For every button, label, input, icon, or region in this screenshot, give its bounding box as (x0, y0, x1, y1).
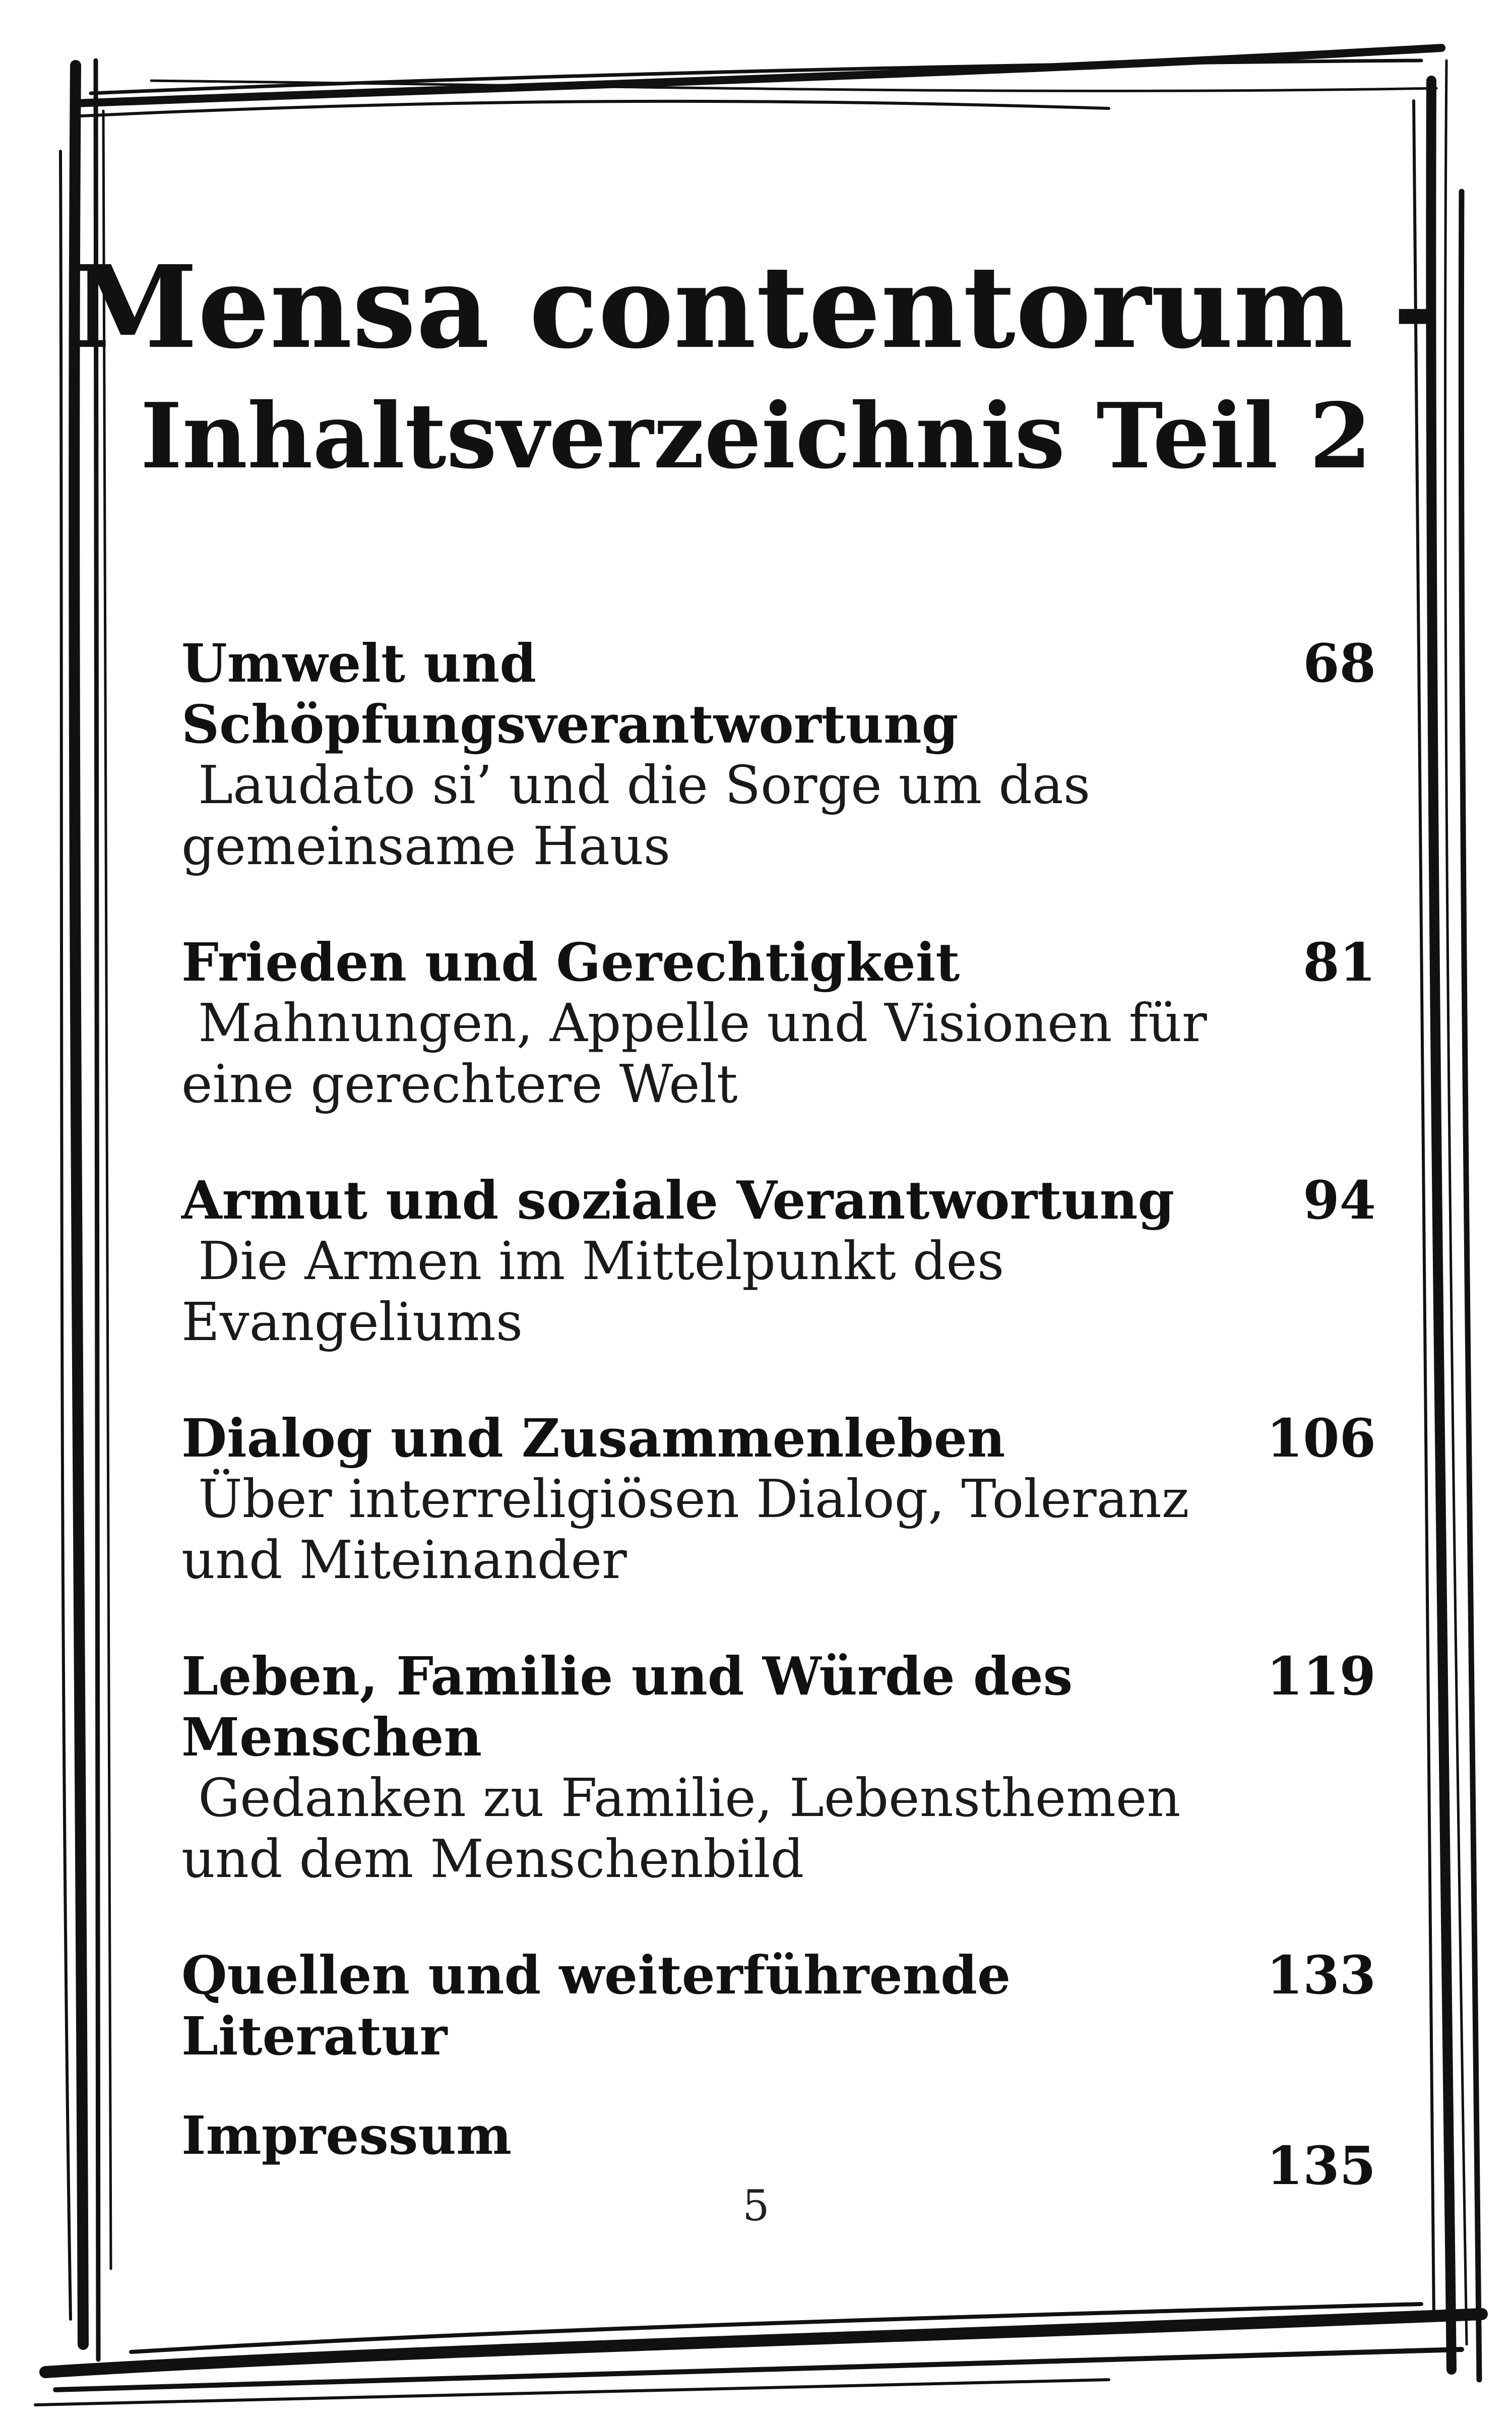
toc-entry-page: 68 (1303, 632, 1376, 694)
toc-entry-title: Umwelt und Schöpfungsverantwortung (181, 632, 959, 755)
page-title: Mensa contentorum - (72, 241, 1440, 374)
toc-entry-title: Armut und soziale Verantwortung (181, 1169, 1175, 1231)
toc-entry-page: 133 (1266, 1944, 1376, 2006)
toc-entry-subtitle: Über interreligiösen Dialog, Toleranz und Miteinander (181, 1468, 1189, 1591)
toc-entry-page: 135 (1266, 2135, 1376, 2197)
toc-entry-title: Impressum (181, 2104, 512, 2166)
toc-entry-subtitle: Laudato si’ und die Sorge um das gemeinsame Haus (181, 754, 1091, 877)
toc-entry-title: Frieden und Gerechtigkeit (181, 931, 960, 993)
toc-entry-quellen[interactable] (181, 1945, 1376, 2067)
toc-entry-page: 119 (1266, 1645, 1376, 1707)
toc-entry-leben[interactable] (181, 1646, 1376, 1890)
toc-entry-subtitle: Mahnungen, Appelle und Visionen für eine gerechtere Welt (181, 992, 1207, 1115)
toc-entry-dialog[interactable] (181, 1408, 1376, 1591)
toc-entry-title: Leben, Familie und Würde des Menschen (181, 1645, 1073, 1768)
toc-entry-page: 94 (1303, 1169, 1376, 1231)
toc-entry-subtitle: Die Armen im Mittelpunkt des Evangeliums (181, 1230, 1004, 1353)
toc-entry-subtitle: Gedanken zu Familie, Lebensthemen und dem Menschenbild (181, 1767, 1181, 1890)
toc-entry-title: Dialog und Zusammenleben (181, 1407, 1005, 1469)
page-subtitle: Inhaltsverzeichnis Teil 2 (140, 383, 1372, 489)
toc-entry-umwelt[interactable] (181, 633, 1376, 877)
toc-entry-impressum[interactable] (181, 2104, 1376, 2197)
toc-entry-frieden[interactable] (181, 932, 1376, 1115)
page-number: 5 (742, 2181, 770, 2230)
toc-entry-page: 106 (1266, 1407, 1376, 1469)
table-of-contents (181, 632, 1376, 2197)
toc-entry-title: Quellen und weiterführende Literatur (181, 1944, 1011, 2067)
toc-entry-page: 81 (1303, 931, 1376, 993)
toc-entry-armut[interactable] (181, 1170, 1376, 1353)
